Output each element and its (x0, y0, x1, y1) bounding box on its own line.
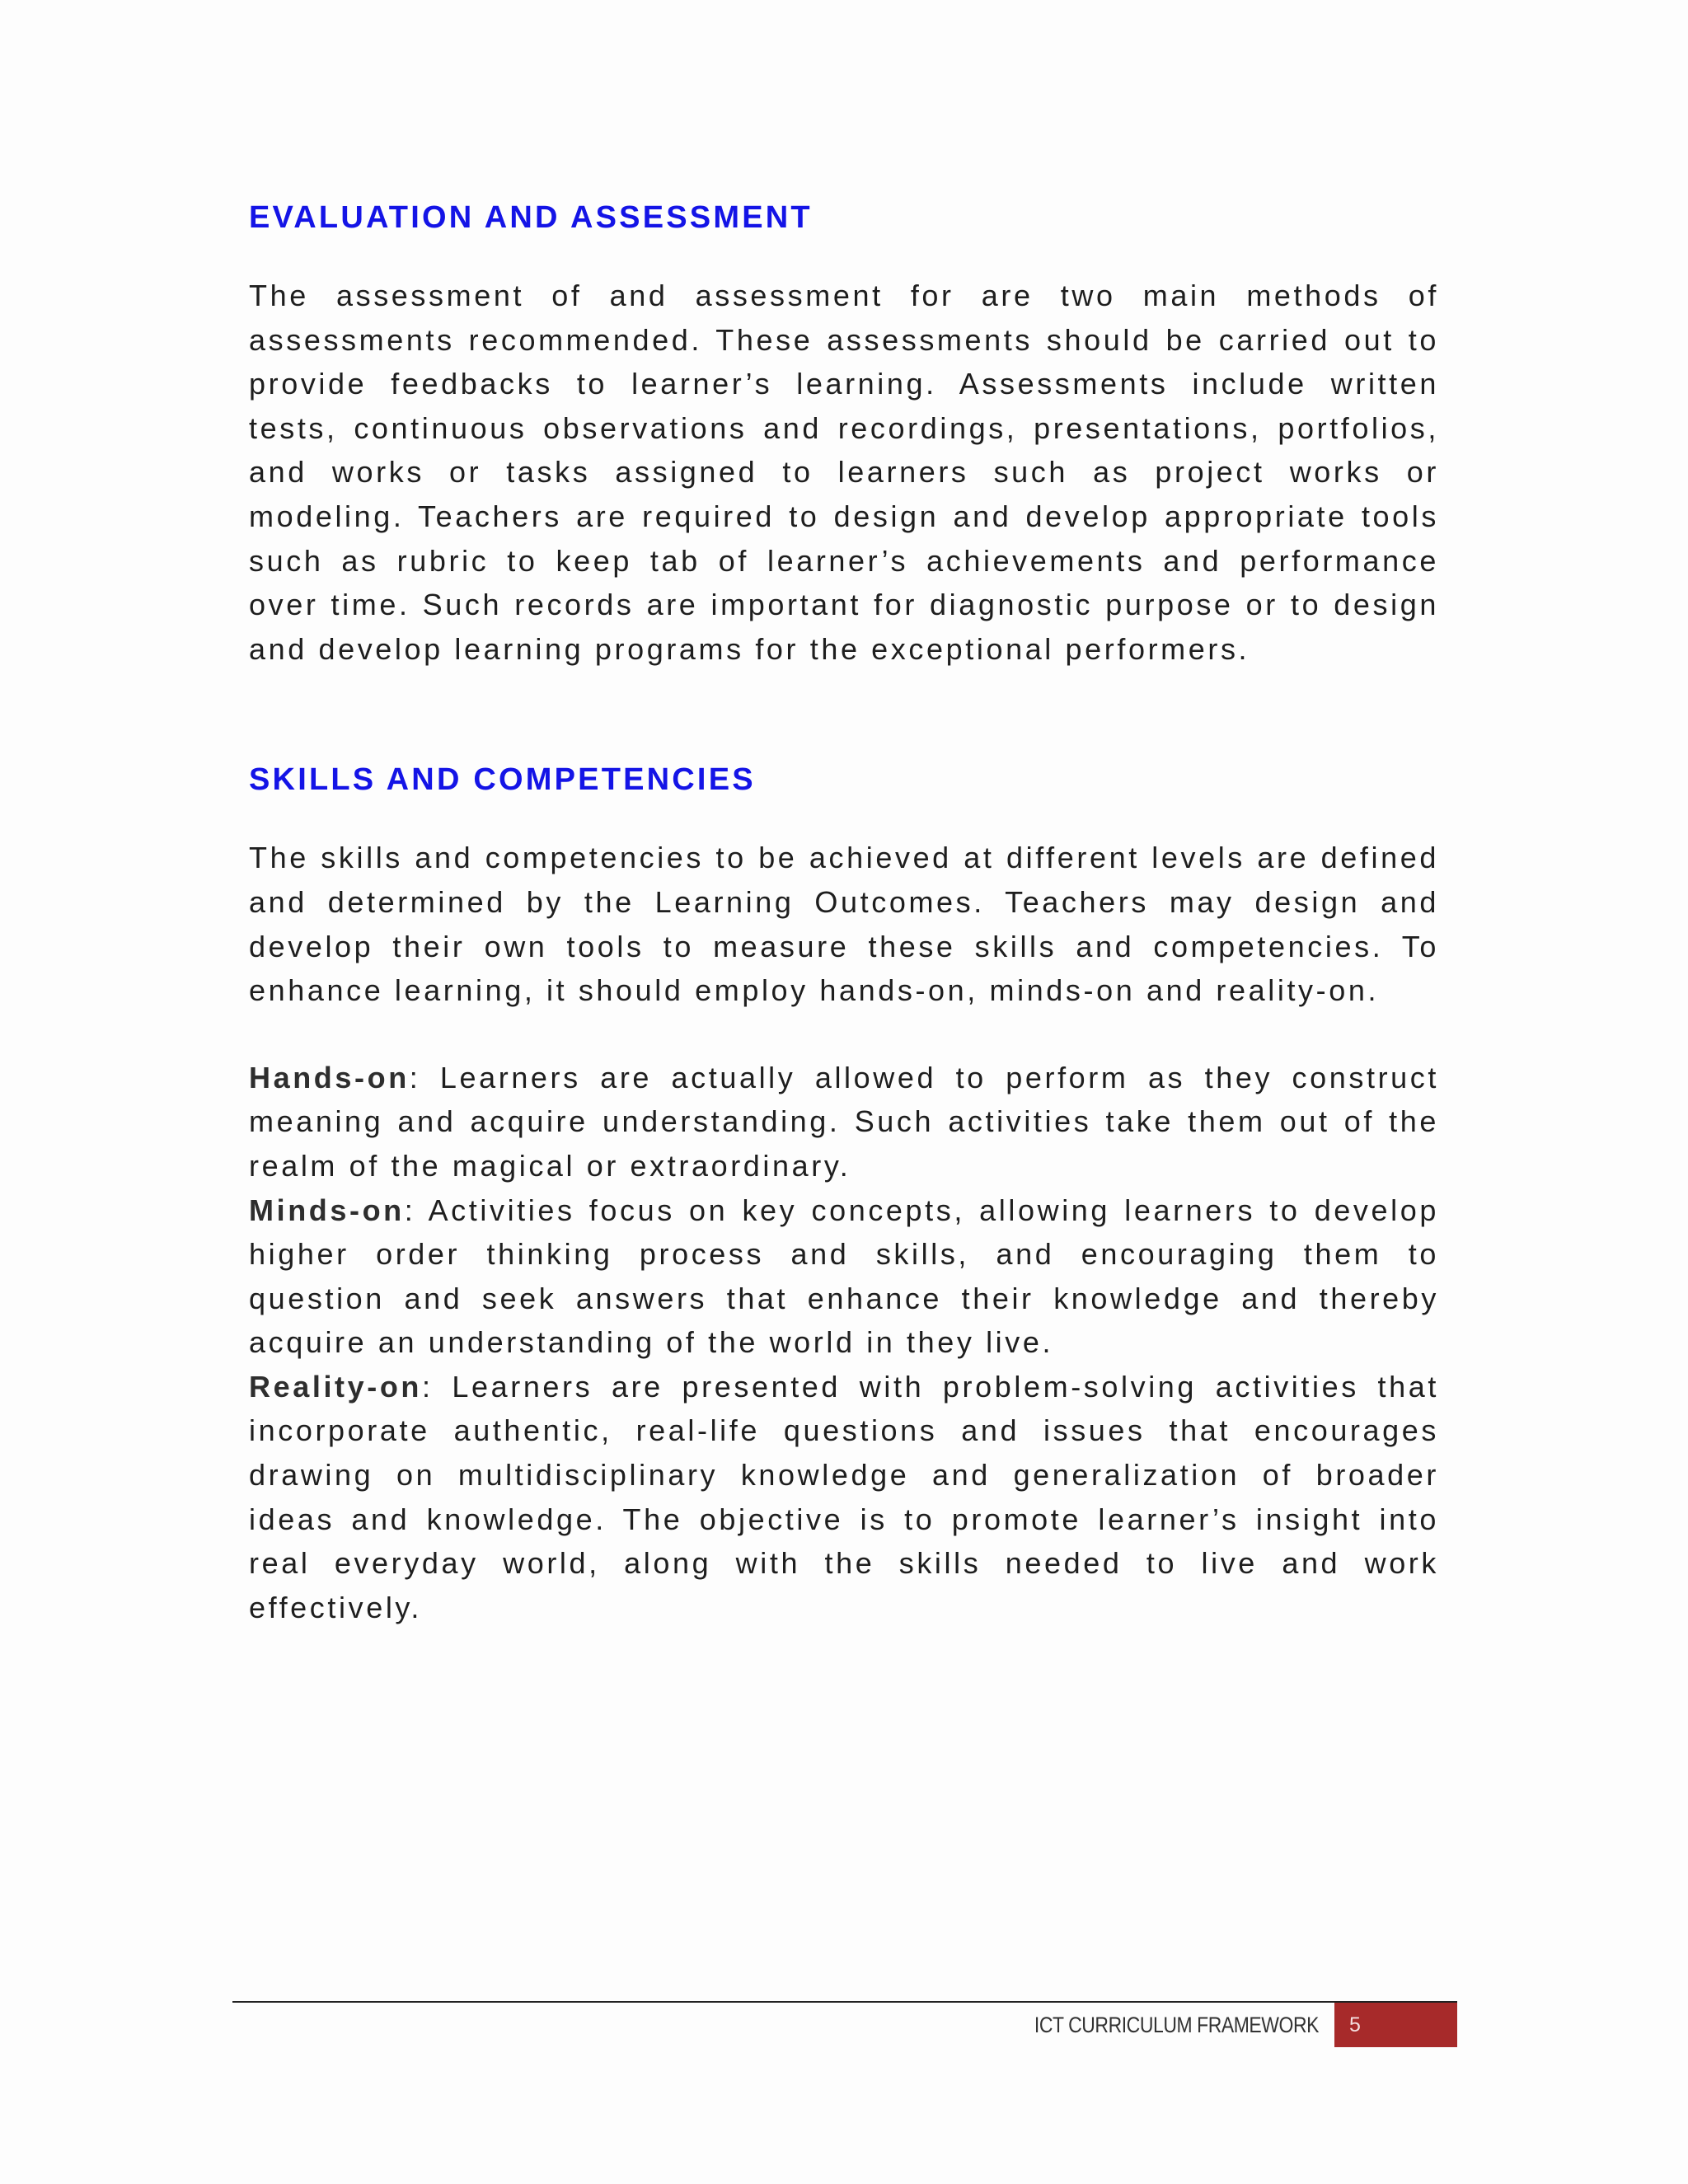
skills-definitions (249, 1056, 1439, 1630)
reality-on-text: : Learners are presented with problem-solving activities that incorporate authentic, real-life questions and issues that encourages drawing on multidisciplinary knowledge and generalization of broader ideas and knowledge. The objective is to promote learner’s insight into real everyday world, along with the skills needed to live and work effectively. (249, 1369, 1439, 1624)
hands-on-text: : Learners are actually allowed to perform as they construct meaning and acquire understanding. Such activities take them out of the realm of the magical or extraordinary. (249, 1060, 1439, 1183)
reality-on-definition (249, 1365, 1439, 1630)
minds-on-definition (249, 1188, 1439, 1365)
skills-intro-paragraph: The skills and competencies to be achieved at different levels are defined and determined by the Learning Outcomes. Teachers may design and develop their own tools to measure these skills and competencies. To enhance learning, it should employ hands-on, minds-on and reality-on. (249, 841, 1439, 1008)
minds-on-term: Minds-on (249, 1193, 405, 1227)
hands-on-definition (249, 1056, 1439, 1188)
skills-heading: SKILLS AND COMPETENCIES (249, 762, 756, 798)
reality-on-term: Reality-on (249, 1369, 423, 1404)
page-number-badge (1334, 2003, 1457, 2047)
page-number: 5 (1349, 2013, 1361, 2036)
evaluation-paragraph: The assessment of and assessment for are two main methods of assessments recommended. These assessments should be carried out to provide feedbacks to learner’s learning. Assessments include written tests, continuous observations and recordings, presentations, portfolios, and works or tasks assigned to learners such as project works or modeling. Teachers are required to design and develop appropriate tools such as rubric to keep tab of learner’s achievements and performance over time. Such records are important for diagnostic purpose or to design and develop learning programs for the exceptional performers. (249, 279, 1439, 666)
footer-title: ICT CURRICULUM FRAMEWORK (1034, 2013, 1319, 2037)
minds-on-text: : Activities focus on key concepts, allowing learners to develop higher order thinking process and skills, and encouraging them to question and seek answers that enhance their knowledge and thereby acquire an understanding of the world in they live. (249, 1193, 1439, 1360)
page-content (249, 191, 1439, 1629)
hands-on-term: Hands-on (249, 1060, 410, 1094)
evaluation-heading: EVALUATION AND ASSESSMENT (249, 200, 813, 235)
